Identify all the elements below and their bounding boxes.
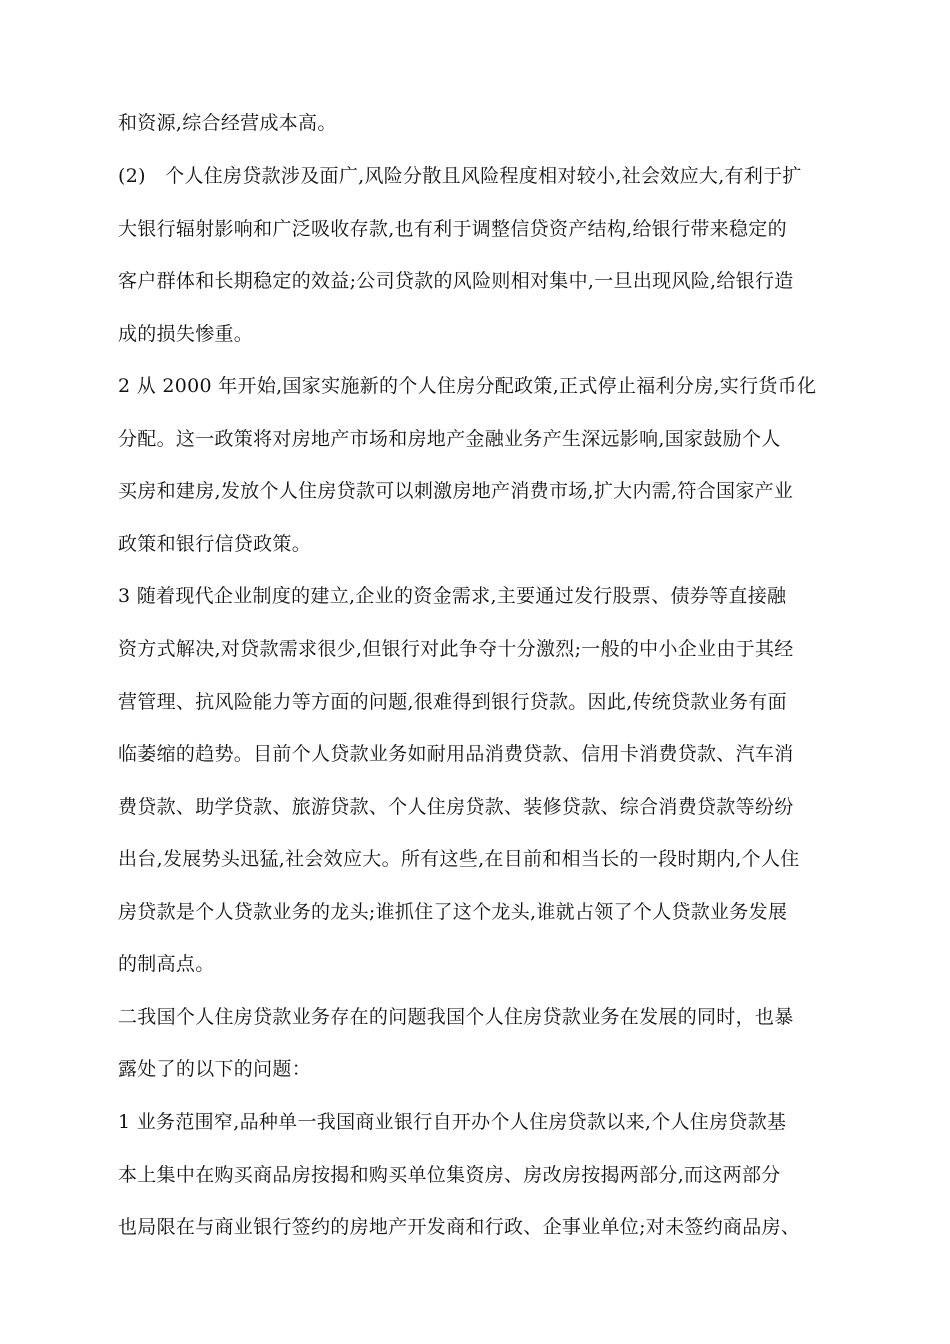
text-line: 分配。这一政策将对房地产市场和房地产金融业务产生深远影响,国家鼓励个人 (118, 428, 781, 450)
text-line: 临萎缩的趋势。目前个人贷款业务如耐用品消费贷款、信用卡消费贷款、汽车消 (118, 743, 794, 765)
text-line: 资方式解决,对贷款需求很少,但银行对此争夺十分激烈;一般的中小企业由于其经 (118, 638, 794, 660)
text-line: 3 随着现代企业制度的建立,企业的资金需求,主要通过发行股票、债券等直接融 (118, 585, 787, 607)
text-line: 露处了的以下的问题： (118, 1058, 312, 1080)
text-line: 政策和银行信贷政策。 (118, 533, 312, 555)
text-line: 二我国个人住房贷款业务存在的问题我国个人住房贷款业务在发展的同时，也暴 (118, 1006, 794, 1028)
text-line: 营管理、抗风险能力等方面的问题,很难得到银行贷款。因此,传统贷款业务有面 (118, 691, 787, 713)
text-line: 大银行辐射影响和广泛吸收存款,也有利于调整信贷资产结构,给银行带来稳定的 (118, 218, 787, 240)
text-line: 买房和建房,发放个人住房贷款可以刺激房地产消费市场,扩大内需,符合国家产业 (118, 480, 794, 502)
text-line: 1 业务范围窄,品种单一我国商业银行自开办个人住房贷款以来,个人住房贷款基 (118, 1111, 787, 1133)
text-line: 成的损失惨重。 (118, 323, 254, 345)
text-line: 的制高点。 (118, 953, 215, 975)
text-line: 2 从 2000 年开始,国家实施新的个人住房分配政策,正式停止福利分房,实行货币化 (118, 375, 817, 397)
text-line: 客户群体和长期稳定的效益;公司贷款的风险则相对集中,一旦出现风险,给银行造 (118, 270, 794, 292)
text-line: (2) 个人住房贷款涉及面广,风险分散且风险程度相对较小,社会效应大,有利于扩 (118, 165, 802, 187)
text-line: 房贷款是个人贷款业务的龙头;谁抓住了这个龙头,谁就占领了个人贷款业务发展 (118, 901, 788, 923)
text-line: 也局限在与商业银行签约的房地产开发商和行政、企事业单位;对未签约商品房、 (118, 1216, 801, 1238)
text-line: 和资源,综合经营成本高。 (118, 112, 337, 134)
text-line: 出台,发展势头迅猛,社会效应大。所有这些,在目前和相当长的一段时期内,个人住 (118, 848, 800, 870)
text-line: 费贷款、助学贷款、旅游贷款、个人住房贷款、装修贷款、综合消费贷款等纷纷 (118, 796, 794, 818)
text-line: 本上集中在购买商品房按揭和购买单位集资房、房改房按揭两部分,而这两部分 (118, 1164, 781, 1186)
